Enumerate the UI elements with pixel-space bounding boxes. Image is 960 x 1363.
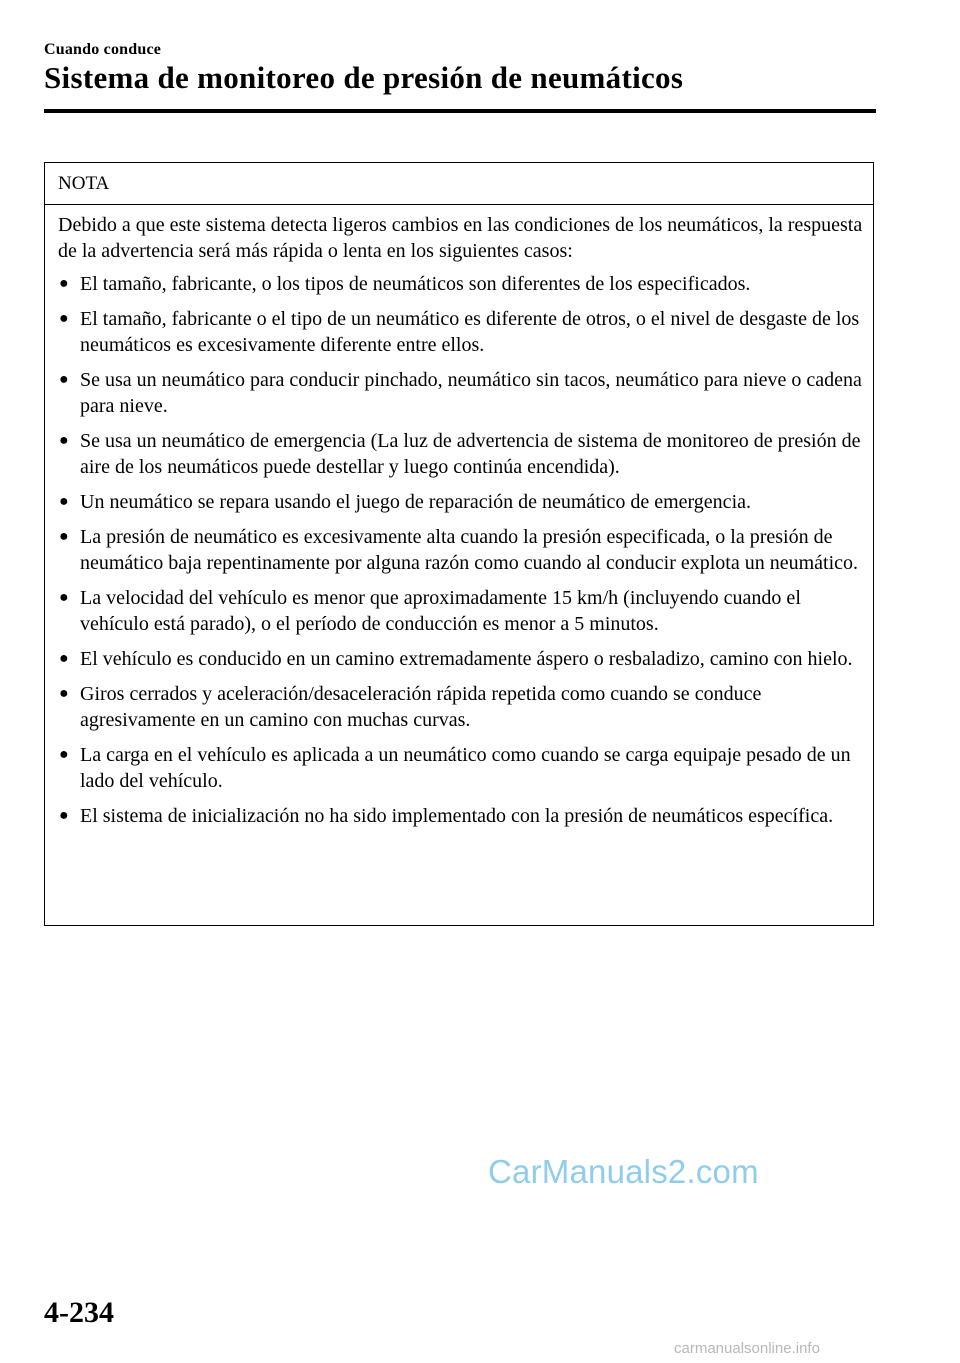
bullet-icon: ● <box>59 746 69 763</box>
note-list <box>58 271 863 829</box>
bullet-icon: ● <box>59 589 69 606</box>
list-item-text: Un neumático se repara usando el juego de reparación de neumático de emergencia. <box>80 491 751 513</box>
list-item-text: El vehículo es conducido en un camino extremadamente áspero o resbaladizo, camino con hielo. <box>80 648 853 670</box>
bullet-icon: ● <box>59 432 69 449</box>
list-item <box>58 489 863 515</box>
list-item <box>58 306 863 358</box>
list-item-text: La velocidad del vehículo es menor que aproximadamente 15 km/h (incluyendo cuando el vehículo está parado), o el período de conducción es menor a 5 minutos. <box>80 587 801 635</box>
list-item <box>58 428 863 480</box>
bullet-icon: ● <box>59 650 69 667</box>
title-divider <box>44 109 876 113</box>
bullet-icon: ● <box>59 807 69 824</box>
list-item <box>58 271 863 297</box>
list-item-text: La presión de neumático es excesivamente alta cuando la presión especificada, o la presión de neumático baja repentinamente por alguna razón como cuando al conducir explota un neumático. <box>80 526 859 574</box>
page-number: 4-234 <box>44 1296 114 1329</box>
note-intro: Debido a que este sistema detecta ligeros cambios en las condiciones de los neumáticos, la respuesta de la advertencia será más rápida o lenta en los siguientes casos: <box>58 214 863 262</box>
list-item <box>58 585 863 637</box>
list-item <box>58 524 863 576</box>
list-item <box>58 367 863 419</box>
site-watermark: CarManuals2.com <box>488 1153 759 1190</box>
list-item-text: Giros cerrados y aceleración/desaceleración rápida repetida como cuando se conduce agresivamente en un camino con muchas curvas. <box>80 683 762 731</box>
list-item-text: El sistema de inicialización no ha sido implementado con la presión de neumáticos específica. <box>80 805 834 827</box>
note-body <box>45 205 873 829</box>
list-item <box>58 681 863 733</box>
list-item <box>58 742 863 794</box>
list-item-text: Se usa un neumático de emergencia (La luz de advertencia de sistema de monitoreo de presión de aire de los neumáticos puede destellar y luego continúa encendida). <box>80 430 861 478</box>
list-item <box>58 803 863 829</box>
bullet-icon: ● <box>59 685 69 702</box>
bullet-icon: ● <box>59 528 69 545</box>
list-item <box>58 646 863 672</box>
note-box <box>44 162 874 926</box>
page-title: Sistema de monitoreo de presión de neumáticos <box>44 60 684 95</box>
bullet-icon: ● <box>59 493 69 510</box>
note-header: NOTA <box>45 163 873 205</box>
list-item-text: El tamaño, fabricante o el tipo de un neumático es diferente de otros, o el nivel de desgaste de los neumáticos es excesivamente diferente entre ellos. <box>80 308 860 356</box>
footer-watermark: carmanualsonline.info <box>674 1340 820 1357</box>
section-label: Cuando conduce <box>44 41 162 58</box>
list-item-text: Se usa un neumático para conducir pinchado, neumático sin tacos, neumático para nieve o cadena para nieve. <box>80 369 862 417</box>
bullet-icon: ● <box>59 371 69 388</box>
bullet-icon: ● <box>59 275 69 292</box>
list-item-text: El tamaño, fabricante, o los tipos de neumáticos son diferentes de los especificados. <box>80 273 751 295</box>
list-item-text: La carga en el vehículo es aplicada a un neumático como cuando se carga equipaje pesado de un lado del vehículo. <box>80 744 851 792</box>
bullet-icon: ● <box>59 310 69 327</box>
